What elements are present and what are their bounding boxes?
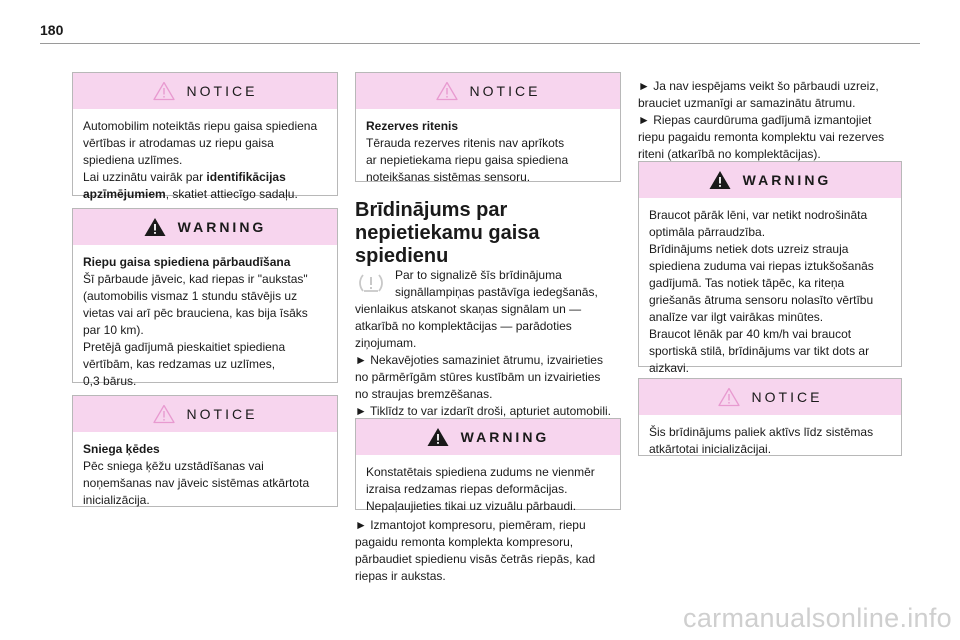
notice-box-3 — [355, 72, 621, 182]
text-line: noteikšanas sistēmas sensoru. — [366, 170, 531, 184]
text-line: riepu pagaidu remonta komplektu vai rezerves — [638, 130, 885, 144]
text-line: riteni (atkarībā no komplektācijas). — [638, 147, 821, 161]
bold-term: identifikācijas — [206, 170, 286, 184]
text-line: spiediena uzlīmes. — [83, 153, 183, 167]
text-line: pārbaudiet spiedienu visās četrās riepās, kad — [355, 552, 596, 566]
text-line: Braucot pārāk lēni, var netikt nodrošināta — [649, 208, 868, 222]
text-line: vērtības ir atrodamas uz riepu gaisa — [83, 136, 274, 150]
warning-triangle-icon — [144, 217, 166, 237]
text-line: Konstatētais spiediena zudums ne vienmēr — [366, 465, 595, 479]
notice-header — [73, 396, 337, 432]
text-line: Brīdinājums netiek dots uzreiz strauja — [649, 242, 849, 256]
notice-title: NOTICE — [469, 83, 541, 99]
text-line: griešanās ātruma sensoru nolasīto vērtību — [649, 293, 874, 307]
text-line: no pārmērīgām stūres kustībām un izvairieties — [355, 370, 601, 384]
text-line: vienlaikus atskanot skaņas signālam un — — [355, 302, 582, 316]
warning-triangle-icon — [709, 170, 731, 190]
page-number: 180 — [40, 22, 64, 38]
text-line: Lai uzzinātu vairāk par identifikācijas — [83, 170, 286, 184]
text-line: Pretējā gadījumā pieskaitiet spiediena — [83, 340, 286, 354]
text-line: signāllampiņas pastāvīga iedegšanās, — [395, 285, 598, 299]
text-line: vietas vai arī pēc brauciena, kas bija īsāks — [83, 306, 308, 320]
text-line: Šī pārbaude jāveic, kad riepas ir "aukstas" — [83, 272, 308, 286]
text-line: 0,3 bārus. — [83, 374, 137, 388]
warning-header — [639, 162, 901, 198]
top-divider — [40, 43, 920, 44]
text-line: ar nepietiekama riepu gaisa spiediena — [366, 153, 569, 167]
text-line: optimāla pārraudzība. — [649, 225, 766, 239]
text-line: no straujas bremzēšanas. — [355, 387, 493, 401]
text-line: ► Izmantojot kompresoru, piemēram, riepu — [355, 518, 586, 532]
text-line: inicializācija. — [83, 493, 150, 507]
text-line: atkārtotai inicializācijai. — [649, 442, 772, 456]
text-line: Tērauda rezerves ritenis nav aprīkots — [366, 136, 565, 150]
warning-box-1 — [72, 208, 338, 388]
text-line: analīze var ilgt vairākas minūtes. — [649, 310, 824, 324]
text-line: Braucot lēnāk par 40 km/h vai braucot — [649, 327, 852, 341]
text-line: apzīmējumiem, skatiet attiecīgo sadaļu. — [83, 187, 298, 201]
watermark: carmanualsonline.info — [683, 603, 952, 633]
text-line: izraisa redzamas riepas deformācijas. — [366, 482, 568, 496]
text-line: (automobilis vismaz 1 stundu stāvējis uz — [83, 289, 298, 303]
box-subtitle: Rezerves ritenis — [366, 119, 459, 133]
warning-title: WARNING — [177, 219, 267, 235]
warning-header — [356, 419, 620, 455]
warning-title: WARNING — [742, 172, 832, 188]
text-line: ► Riepas caurdūruma gadījumā izmantojiet — [638, 113, 872, 127]
text-line: vērtībām, kas redzamas uz uzlīmes, — [83, 357, 276, 371]
notice-triangle-icon — [718, 387, 740, 407]
warning-title: WARNING — [460, 429, 550, 445]
text-line: Šis brīdinājums paliek aktīvs līdz sistēmas — [649, 425, 874, 439]
text-line: atkarībā no komplektācijas — parādoties — [355, 319, 572, 333]
text-line: noņemšanas nav jāveic sistēmas atkārtota — [83, 476, 310, 490]
warning-box-3 — [638, 161, 902, 375]
section-body — [355, 267, 621, 420]
text-line: Pēc sniega ķēžu uzstādīšanas vai — [83, 459, 264, 473]
text-line: brauciet uzmanīgi ar samazinātu ātrumu. — [638, 96, 856, 110]
notice-header — [639, 379, 901, 415]
text-line: ziņojumam. — [355, 336, 417, 350]
text-line: spiediena zuduma vai riepas iztukšošanās — [649, 259, 874, 273]
text-line: par 10 km). — [83, 323, 144, 337]
text-line: pagaidu remonta komplekta kompresoru, — [355, 535, 574, 549]
notice-triangle-icon — [436, 81, 458, 101]
notice-box-4 — [638, 378, 902, 456]
text-line: Automobilim noteiktās riepu gaisa spiediena — [83, 119, 318, 133]
notice-header — [73, 73, 337, 109]
notice-box-1 — [72, 72, 338, 201]
text-line: aizkavi. — [649, 361, 690, 375]
notice-title: NOTICE — [186, 406, 258, 422]
text-line: ► Tiklīdz to var izdarīt droši, apturiet automobili. — [355, 404, 611, 418]
warning-triangle-icon — [427, 427, 449, 447]
text-line: Nepaļaujieties tikai uz vizuālu pārbaudi. — [366, 499, 577, 513]
after-warning-text — [355, 517, 621, 585]
notice-header — [356, 73, 620, 109]
text-line: Par to signalizē šīs brīdinājuma — [395, 268, 562, 282]
text-line: sportiskā stilā, brīdinājums var tikt dots ar — [649, 344, 870, 358]
section-heading: Brīdinājums par nepietiekamu gaisa spiedienu — [355, 199, 540, 267]
text-line: riepas ir aukstas. — [355, 569, 446, 583]
notice-triangle-icon — [153, 81, 175, 101]
text-line: gadījumā. Tas notiek tāpēc, ka riteņa — [649, 276, 845, 290]
bold-term: apzīmējumiem — [83, 187, 166, 201]
notice-title: NOTICE — [751, 389, 823, 405]
box-subtitle: Riepu gaisa spiediena pārbaudīšana — [83, 255, 291, 269]
box-subtitle: Sniega ķēdes — [83, 442, 160, 456]
text-line: ► Ja nav iespējams veikt šo pārbaudi uzreiz, — [638, 79, 879, 93]
notice-title: NOTICE — [186, 83, 258, 99]
warning-box-2 — [355, 418, 621, 513]
notice-triangle-icon — [153, 404, 175, 424]
intro-text — [638, 78, 904, 163]
warning-header — [73, 209, 337, 245]
notice-box-2 — [72, 395, 338, 507]
text-line: ► Nekavējoties samaziniet ātrumu, izvairieties — [355, 353, 603, 367]
